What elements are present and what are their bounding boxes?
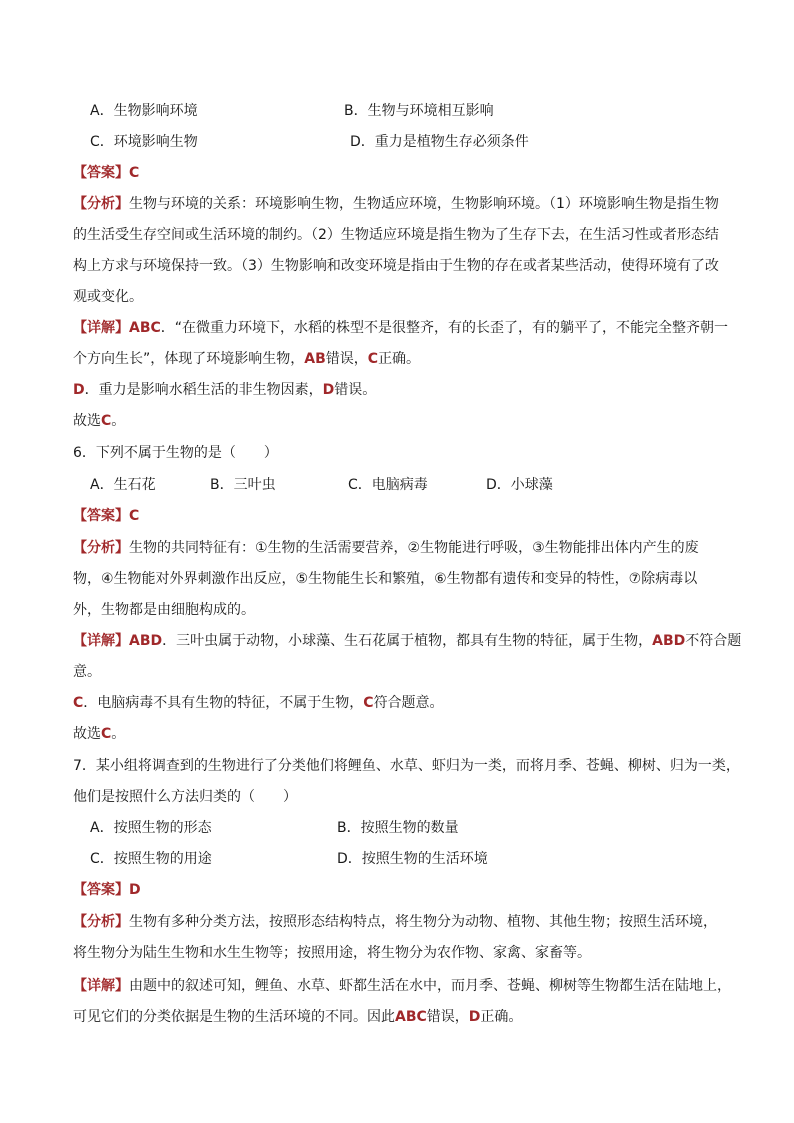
q6-conclusion: 故选C。 <box>73 726 126 742</box>
q5-analysis-line-2: 的生活受生存空间或生活环境的制约。（2）生物适应环境是指生物为了生存下去，在生活习性或者形态结 <box>73 227 719 243</box>
q6-option-b: B．三叶虫 <box>210 477 276 493</box>
q7-analysis-line-2: 将生物分为陆生生物和水生生物等；按照用途，将生物分为农作物、家禽、家畜等。 <box>73 945 591 961</box>
q5-detail-line-2: 个方向生长”，体现了环境影响生物，AB错误，C正确。 <box>73 351 421 367</box>
q6-option-d: D．小球藻 <box>486 477 553 493</box>
q7-option-c: C．按照生物的用途 <box>90 851 212 867</box>
q7-detail-line-2: 可见它们的分类依据是生物的生活环境的不同。因此ABC错误，D正确。 <box>73 1009 523 1025</box>
q5-analysis-line-3: 构上方求与环境保持一致。（3）生物影响和改变环境是指由于生物的存在或者某些活动，使得环境有了改 <box>73 258 719 274</box>
q6-detail-line-2: 意。 <box>73 664 101 680</box>
q6-option-a: A．生石花 <box>90 477 156 493</box>
q7-option-a: A．按照生物的形态 <box>90 820 212 836</box>
q5-conclusion: 故选C。 <box>73 413 126 429</box>
q6-detail-line-1: 【详解】ABD．三叶虫属于动物，小球藻、生石花属于植物，都具有生物的特征，属于生物，ABD不符合题 <box>73 633 742 649</box>
q5-option-c: C．环境影响生物 <box>90 134 198 150</box>
q6-question: 6．下列不属于生物的是（ ） <box>73 445 278 461</box>
q7-detail-line-1: 【详解】由题中的叙述可知，鲤鱼、水草、虾都生活在水中，而月季、苍蝇、柳树等生物都生活在陆地上， <box>73 978 731 994</box>
q7-option-b: B．按照生物的数量 <box>337 820 459 836</box>
q6-analysis-line-2: 物，④生物能对外界刺激作出反应，⑤生物能生长和繁殖，⑥生物都有遗传和变异的特性，⑦除病毒以 <box>73 571 698 587</box>
q7-analysis-line-1: 【分析】生物有多种分类方法，按照形态结构特点，将生物分为动物、植物、其他生物；按照生活环境， <box>73 914 717 930</box>
q6-option-c: C．电脑病毒 <box>348 477 428 493</box>
q5-detail-line-1: 【详解】ABC．“在微重力环境下，水稻的株型不是很整齐，有的长歪了，有的躺平了，不能完全整齐朝一 <box>73 320 729 336</box>
q6-analysis-line-1: 【分析】生物的共同特征有：①生物的生活需要营养，②生物能进行呼吸，③生物能排出体内产生的废 <box>73 540 699 556</box>
q5-analysis-line-1: 【分析】生物与环境的关系：环境影响生物，生物适应环境，生物影响环境。（1）环境影响生物是指生物 <box>73 196 719 212</box>
q6-answer: 【答案】C <box>73 508 140 524</box>
q5-detail-line-3: D．重力是影响水稻生活的非生物因素，D错误。 <box>73 382 377 398</box>
q5-option-b: B．生物与环境相互影响 <box>344 103 494 119</box>
q5-analysis-line-4: 观或变化。 <box>73 289 143 305</box>
q7-answer: 【答案】D <box>73 882 141 898</box>
q7-question-line-2: 他们是按照什么方法归类的（ ） <box>73 789 297 805</box>
q5-option-a: A．生物影响环境 <box>90 103 198 119</box>
q7-question-line-1: 7．某小组将调查到的生物进行了分类他们将鲤鱼、水草、虾归为一类，而将月季、苍蝇、柳树、归为一类， <box>73 758 740 774</box>
q6-detail-line-3: C．电脑病毒不具有生物的特征，不属于生物，C符合题意。 <box>73 695 444 711</box>
q5-answer: 【答案】C <box>73 165 140 181</box>
q6-analysis-line-3: 外，生物都是由细胞构成的。 <box>73 602 255 618</box>
q5-option-d: D．重力是植物生存必须条件 <box>350 134 529 150</box>
q7-option-d: D．按照生物的生活环境 <box>337 851 488 867</box>
